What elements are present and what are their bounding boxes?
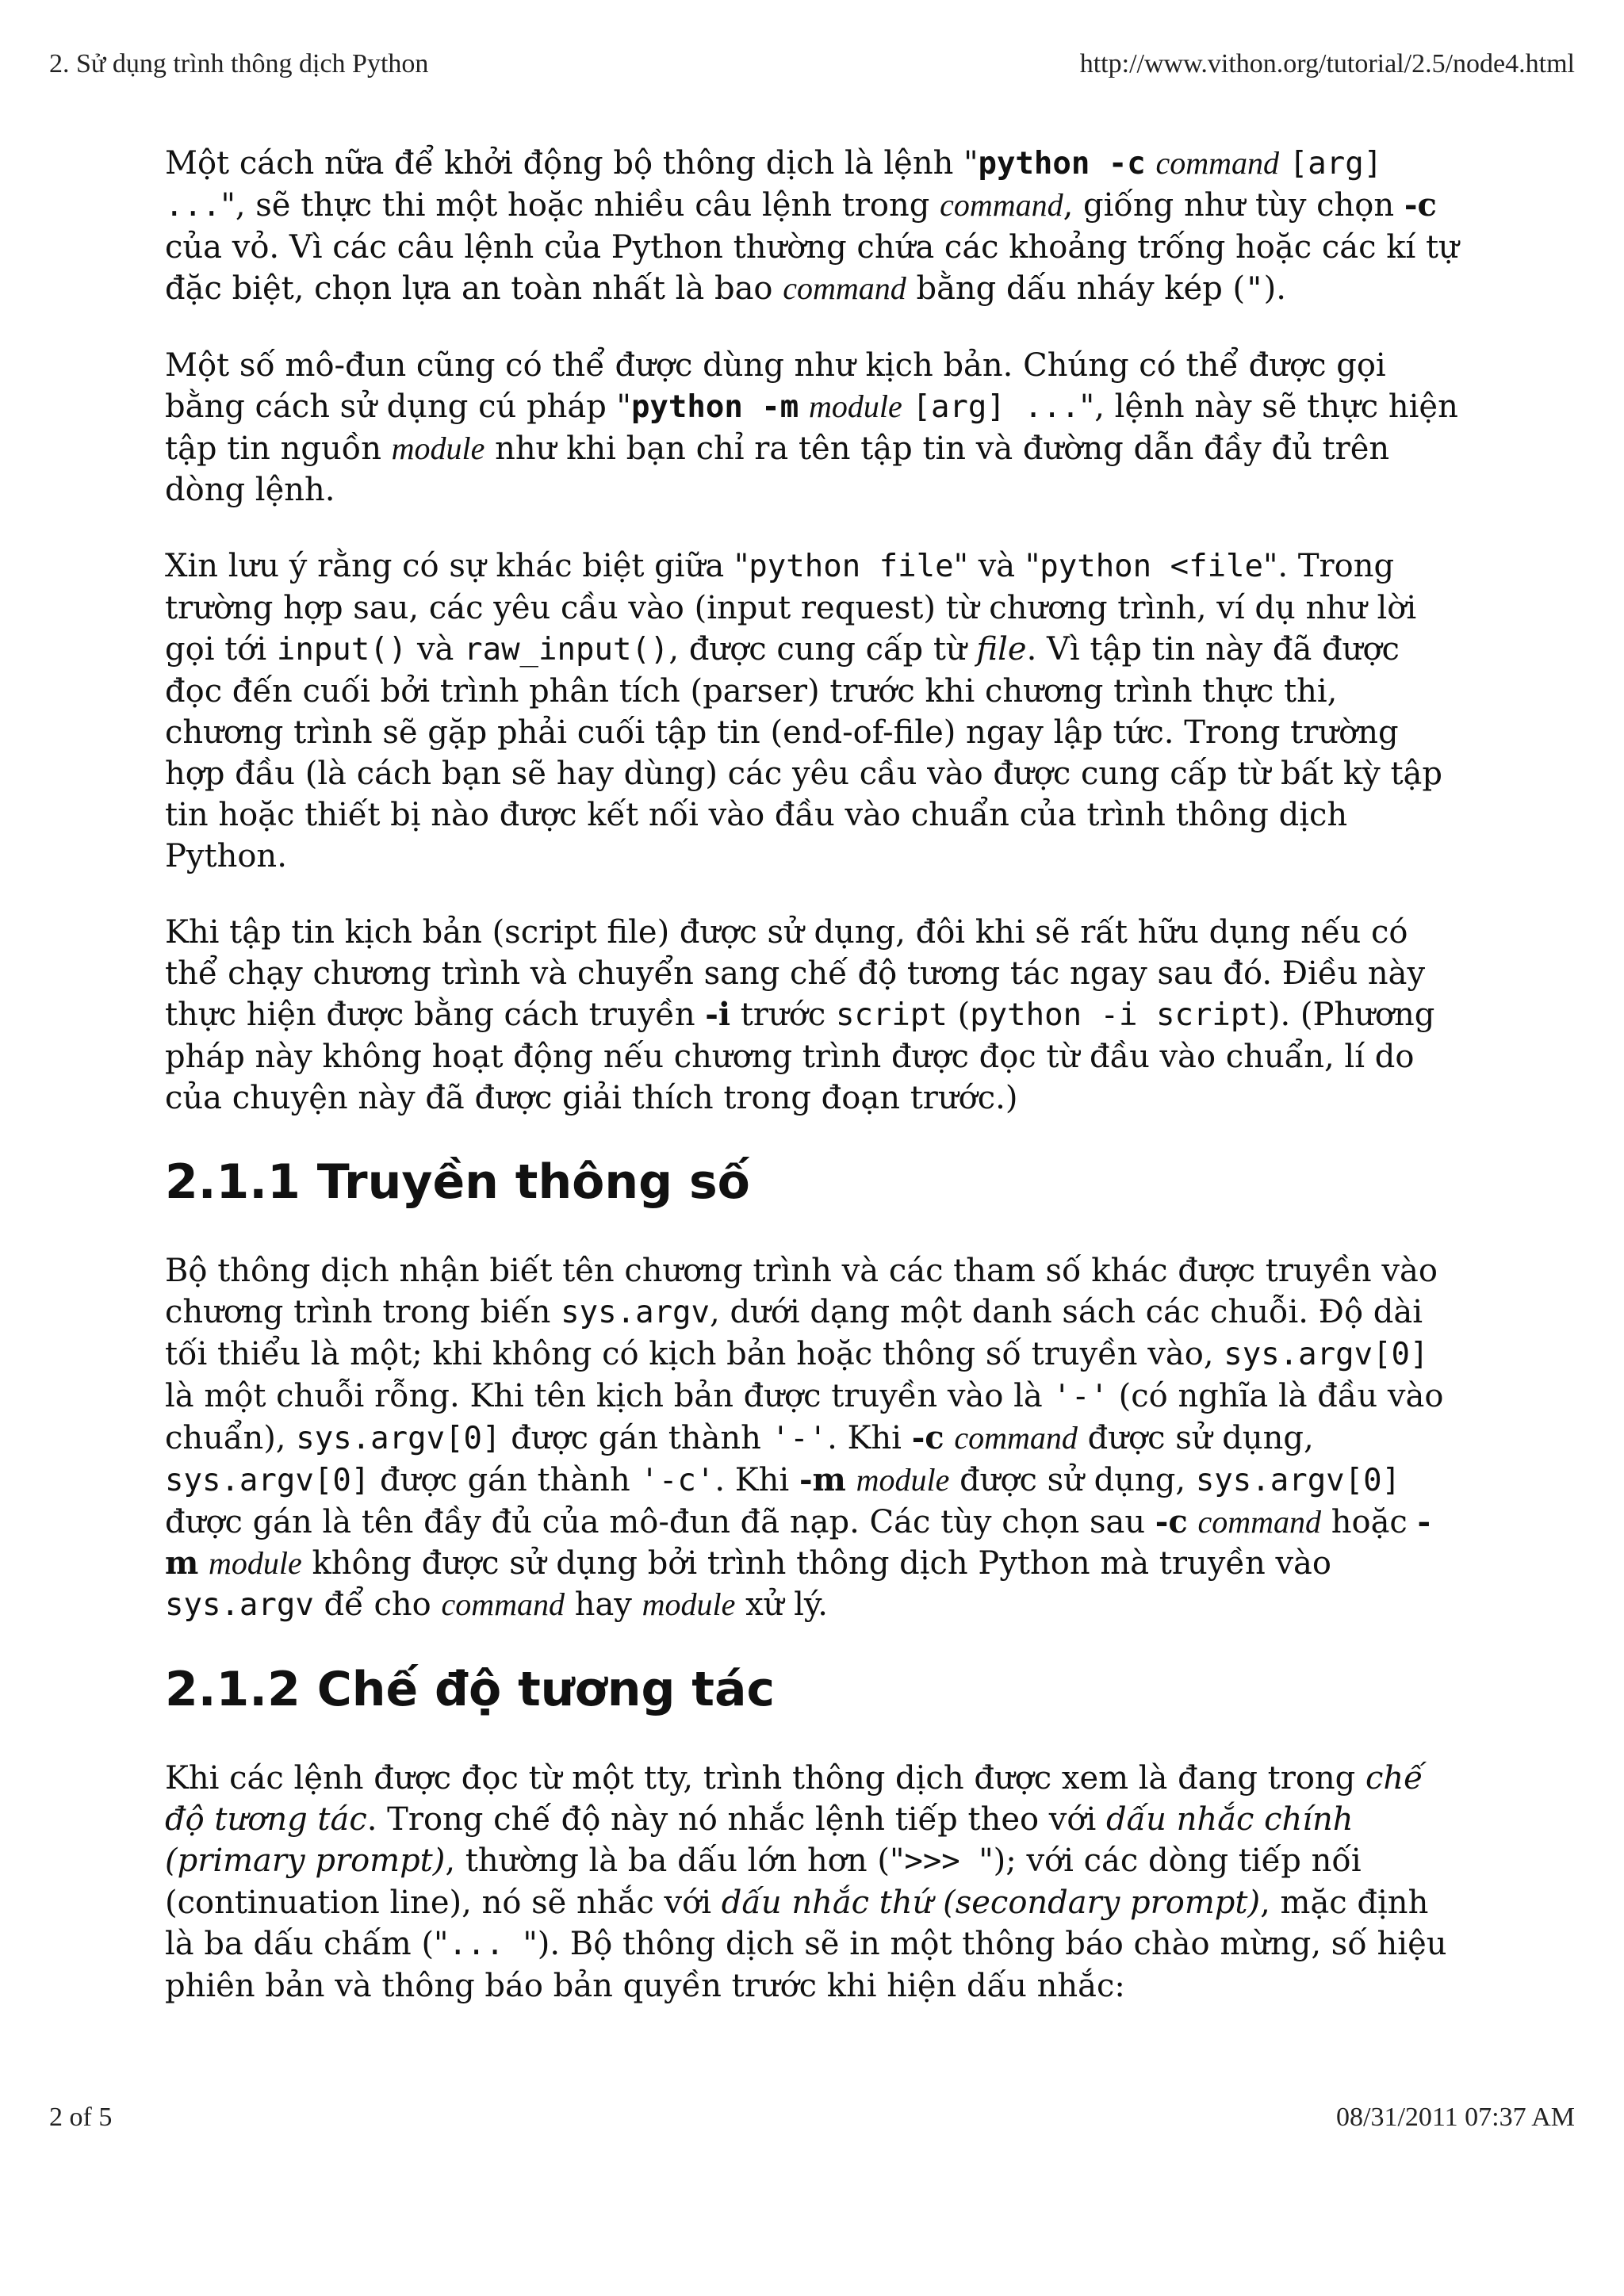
code-sys-argv: sys.argv bbox=[165, 1587, 314, 1623]
term-primary-prompt: dấu nhắc chính (primary prompt) bbox=[165, 1801, 1354, 1879]
text: hay bbox=[564, 1586, 642, 1623]
text: Khi các lệnh được đọc từ một tty, trình thông dịch được xem là đang trong bbox=[165, 1760, 1366, 1797]
text: xử lý. bbox=[735, 1586, 828, 1623]
paragraph-python-c bbox=[165, 143, 1459, 310]
text bbox=[198, 1545, 209, 1582]
text: ). (Phương pháp này không hoạt động nếu chương trình được đọc từ đầu vào chuẩn, lí do của chuyện này đã được giải thích trong đoạn trước.) bbox=[165, 997, 1435, 1116]
paragraph-python-i bbox=[165, 912, 1459, 1119]
text: ". Trong trường hợp sau, các yêu cầu vào (input request) từ chương trình, ví dụ như lời gọi tới bbox=[165, 548, 1417, 668]
text bbox=[1279, 145, 1289, 182]
code-python-file: python file bbox=[749, 549, 954, 584]
text: ( bbox=[947, 997, 971, 1033]
text: ", lệnh này sẽ thực hiện tập tin nguồn bbox=[165, 388, 1458, 467]
text: . Vì tập tin này đã được đọc đến cuối bởi trình phân tích (parser) trước khi chương trình thực thi, chương trình sẽ gặp phải cuối tập tin (end-of-file) ngay lập tức. Trong trường hợp đầu (là cách bạn sẽ hay dùng) các yêu cầu vào được cung cấp từ bất kỳ tập tin hoặc thiết bị nào được kết nối vào đầu vào chuẩn của trình thông dịch Python. bbox=[165, 631, 1442, 874]
paragraph-sys-argv bbox=[165, 1250, 1459, 1626]
text: Một số mô-đun cũng có thể được dùng như kịch bản. Chúng có thể được gọi bằng cách sử dụng cú pháp " bbox=[165, 347, 1386, 425]
text: Một cách nữa để khởi động bộ thông dịch là lệnh " bbox=[165, 145, 979, 182]
text: "). Bộ thông dịch sẽ in một thông báo chào mừng, số hiệu phiên bản và thông báo bản quyền trước khi hiện dấu nhắc: bbox=[165, 1926, 1447, 2004]
text: . Trong chế độ này nó nhắc lệnh tiếp theo với bbox=[366, 1801, 1106, 1838]
text: và bbox=[407, 631, 465, 668]
page-header-url: http://www.vithon.org/tutorial/2.5/node4.html bbox=[1079, 49, 1575, 78]
text: " và " bbox=[953, 548, 1040, 584]
code-python-c: python -c bbox=[978, 146, 1146, 182]
code-script: script bbox=[835, 997, 948, 1033]
term-interactive-mode: chế độ tương tác bbox=[165, 1760, 1423, 1838]
term-secondary-prompt: dấu nhắc thứ (secondary prompt) bbox=[721, 1885, 1261, 1921]
text: được gán thành bbox=[500, 1420, 772, 1456]
code-dash: '-' bbox=[771, 1421, 828, 1456]
paragraph-python-m bbox=[165, 345, 1459, 511]
paragraph-interactive-mode bbox=[165, 1758, 1459, 2007]
text bbox=[944, 1420, 955, 1456]
code-sys-argv-0: sys.argv[0] bbox=[296, 1421, 501, 1456]
text: , mặc định là ba dấu chấm (" bbox=[165, 1885, 1429, 1962]
option-c: -c bbox=[1404, 186, 1437, 224]
section-heading-interactive-mode: 2.1.2 Chế độ tương tác bbox=[165, 1662, 776, 1717]
text: , dưới dạng một danh sách các chuỗi. Độ dài tối thiểu là một; khi không có kịch bản hoặc thông số truyền vào, bbox=[165, 1294, 1423, 1372]
text: hoặc bbox=[1321, 1504, 1418, 1540]
text: . Khi bbox=[714, 1462, 799, 1498]
text bbox=[1188, 1504, 1198, 1540]
code-python-i-script: python -i script bbox=[970, 997, 1268, 1033]
text: để cho bbox=[313, 1586, 442, 1623]
term-command: command bbox=[940, 187, 1063, 223]
text: của vỏ. Vì các câu lệnh của Python thường chứa các khoảng trống hoặc các kí tự đặc biệt, chọn lựa an toàn nhất là bao bbox=[165, 229, 1459, 307]
paragraph-input-redirect bbox=[165, 545, 1459, 877]
code-input: input() bbox=[276, 632, 408, 668]
text bbox=[799, 388, 809, 425]
text: trước bbox=[730, 997, 836, 1033]
text: . Khi bbox=[827, 1420, 912, 1456]
code-raw-input: raw_input() bbox=[464, 632, 669, 668]
text bbox=[846, 1462, 856, 1498]
term-module: module bbox=[856, 1462, 950, 1498]
term-command: command bbox=[1155, 145, 1280, 181]
option-m: -m bbox=[165, 1503, 1431, 1582]
option-m: -m bbox=[799, 1461, 846, 1498]
text: "); với các dòng tiếp nối (continuation line), nó sẽ nhắc với bbox=[165, 1843, 1362, 1921]
page-header-title: 2. Sử dụng trình thông dịch Python bbox=[49, 49, 429, 78]
code-sys-argv-0: sys.argv[0] bbox=[165, 1463, 370, 1498]
term-module: module bbox=[642, 1586, 736, 1622]
text: như khi bạn chỉ ra tên tập tin và đường dẫn đầy đủ trên dòng lệnh. bbox=[165, 430, 1390, 508]
code-python-m: python -m bbox=[630, 389, 799, 425]
document-body bbox=[165, 143, 1459, 2042]
section-heading-argument-passing: 2.1.1 Truyền thông số bbox=[165, 1154, 750, 1210]
text bbox=[1146, 145, 1156, 182]
code-arg: [arg] ... bbox=[912, 389, 1080, 425]
term-command: command bbox=[783, 270, 906, 306]
text: Khi tập tin kịch bản (script file) được sử dụng, đôi khi sẽ rất hữu dụng nếu có thể chạy chương trình và chuyển sang chế độ tương tác ngay sau đó. Điều này thực hiện được bằng cách truyền bbox=[165, 914, 1426, 1033]
text: , thường là ba dấu lớn hơn (" bbox=[445, 1843, 905, 1879]
code-python-stdin-file: python <file bbox=[1040, 549, 1264, 584]
text: được sử dụng, bbox=[949, 1462, 1196, 1498]
text: được sử dụng, bbox=[1077, 1420, 1314, 1456]
text: ). bbox=[1263, 270, 1286, 307]
text: được gán là tên đầy đủ của mô-đun đã nạp. Các tùy chọn sau bbox=[165, 1504, 1155, 1540]
code-dash-c: '-c' bbox=[640, 1463, 715, 1498]
text: không được sử dụng bởi trình thông dịch Python mà truyền vào bbox=[301, 1545, 1331, 1582]
code-sys-argv-0: sys.argv[0] bbox=[1195, 1463, 1401, 1498]
text: , giống như tùy chọn bbox=[1063, 187, 1404, 224]
term-module: module bbox=[391, 430, 485, 466]
term-file: file bbox=[976, 631, 1027, 668]
text: ", sẽ thực thi một hoặc nhiều câu lệnh trong bbox=[220, 187, 940, 224]
text: bằng dấu nháy kép ( bbox=[906, 270, 1246, 307]
text: là một chuỗi rỗng. Khi tên kịch bản được truyền vào là bbox=[165, 1378, 1053, 1414]
option-i: -i bbox=[705, 996, 731, 1033]
term-module: module bbox=[209, 1545, 302, 1581]
code-dash: '-' bbox=[1052, 1379, 1109, 1414]
code-secondary-prompt: ... bbox=[448, 1927, 523, 1962]
code-arg: [arg] ... bbox=[165, 146, 1383, 224]
print-timestamp: 08/31/2011 07:37 AM bbox=[1336, 2103, 1575, 2132]
text: , được cung cấp từ bbox=[668, 631, 977, 668]
term-command: command bbox=[1197, 1504, 1322, 1540]
text: Xin lưu ý rằng có sự khác biệt giữa " bbox=[165, 548, 749, 584]
code-primary-prompt: >>> bbox=[904, 1843, 979, 1879]
term-command: command bbox=[954, 1420, 1078, 1456]
code-sys-argv: sys.argv bbox=[561, 1295, 710, 1330]
text: (có nghĩa là đầu vào chuẩn), bbox=[165, 1378, 1444, 1456]
text: được gán thành bbox=[370, 1462, 641, 1498]
option-c: -c bbox=[911, 1419, 944, 1456]
code-sys-argv-0: sys.argv[0] bbox=[1224, 1337, 1429, 1372]
code-quote: " bbox=[1245, 271, 1264, 307]
term-command: command bbox=[441, 1586, 565, 1622]
term-module: module bbox=[808, 388, 902, 424]
text bbox=[902, 388, 913, 425]
option-c: -c bbox=[1155, 1503, 1188, 1540]
page-number: 2 of 5 bbox=[49, 2103, 113, 2132]
text: Bộ thông dịch nhận biết tên chương trình và các tham số khác được truyền vào chương trình trong biến bbox=[165, 1253, 1438, 1330]
